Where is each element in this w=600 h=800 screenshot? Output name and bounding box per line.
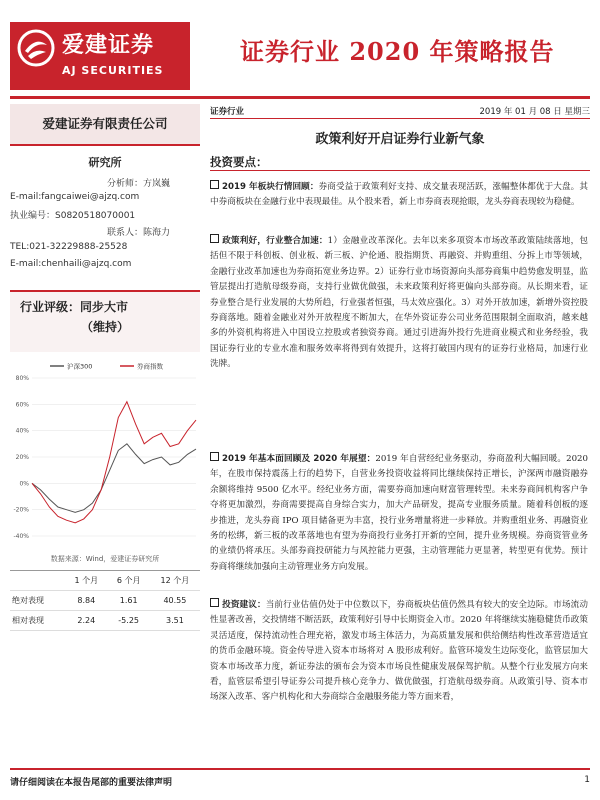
y-tick-label: 60% bbox=[15, 401, 29, 409]
logo-mark-icon bbox=[16, 28, 56, 68]
department-label: 研究所 bbox=[88, 156, 122, 169]
paragraph-heading: 2019 年基本面回顾及 2020 年展望： bbox=[222, 454, 376, 464]
y-tick-label: -40% bbox=[13, 533, 29, 540]
table-cell: 绝对表现 bbox=[10, 591, 65, 611]
contact-email[interactable]: E-mail:chenhaili@ajzq.com bbox=[10, 259, 132, 269]
y-tick-label: 80% bbox=[15, 375, 29, 382]
checkbox-bullet-icon bbox=[210, 452, 219, 461]
paragraph-text: 当前行业估值仍处于中位数以下，券商板块估值仍然具有较大的安全边际。市场流动性显著改善，交投情绪不断活跃，政策利好引导中长期资金入市。2020 年将继续实施稳健货币政策灵活适度，保持流动性合理充裕，激发市场主体活力，为高质量发展和供给侧结构性改革营造适宜的货币金融环境。资金传导进入资本市场将对 A 股形成利好。监管环境发生边际变化，监管层加大资本市场改革力度，新证券法的颁布会为资本市场良性健康发展保驾护航。从整个行业发展方向来看，监管层希望引导证券公司提升核心竞争力、做优做强，打造航母级券商。从政策引导、资本市场深入改革、客户机构化和大券商综合金融服务能力等方面来看， bbox=[210, 600, 588, 703]
legend-label: 沪深300 bbox=[67, 362, 93, 371]
table-cell: 相对表现 bbox=[10, 611, 65, 631]
logo-english-name: AJ SECURITIES bbox=[62, 64, 164, 77]
analyst-name: 分析师：方岚巍 bbox=[106, 179, 170, 189]
table-cell: -5.25 bbox=[107, 611, 149, 631]
paragraph-heading: 投资建议： bbox=[222, 600, 266, 610]
chart-source: 数据来源：Wind，爱建证券研究所 bbox=[50, 555, 160, 563]
paragraph-heading: 政策利好，行业整合加速： bbox=[222, 236, 328, 246]
table-header-cell: 6 个月 bbox=[107, 571, 149, 591]
table-cell: 2.24 bbox=[65, 611, 107, 631]
table-cell: 8.84 bbox=[65, 591, 107, 611]
legend-label: 券商指数 bbox=[137, 362, 163, 371]
table-row bbox=[10, 611, 200, 631]
y-tick-label: 0% bbox=[19, 480, 29, 488]
y-tick-label: -20% bbox=[13, 506, 29, 514]
paragraph-text: 1）金融业改革深化。去年以来多项资本市场改革政策陆续落地，包括但不限于科创板、创业板、新三板、沪伦通、股指期货、再融资、并购重组、分拆上市等领域，金融行业改革加速也为券商拓宽业务边界。2）证券行业市场资源向头部券商集中趋势愈发明显，监管层提出打造航母级券商，支持行业做优做强，未来政策利好将更偏向头部券商。从长期来看，证券业整合是行业发展的大势所趋，行业强者恒强，马太效应强化。3）对外开放加速，新增外资控股券商落地。随着金融业对外开放程度不断加大，在华外资证券公司业务范围限制全面取消，越来越多的外资机构将进入中国设立控股或者独资券商。通过引进海外投行先进商业模式和业务经验，我国证券行业的专业水准和服务效率将得到有效提升，这将打破国内现有的证券行业格局，加速行业洗牌。 bbox=[210, 236, 588, 370]
y-tick-label: 20% bbox=[15, 454, 29, 461]
legal-notice[interactable]: 请仔细阅读在本报告尾部的重要法律声明 bbox=[10, 778, 173, 788]
rating-status: （维持） bbox=[80, 320, 129, 334]
series-line-2 bbox=[32, 402, 196, 523]
analyst-email[interactable]: E-mail:fangcaiwei@ajzq.com bbox=[10, 192, 140, 202]
key-points-divider bbox=[210, 170, 590, 171]
company-logo bbox=[10, 22, 190, 90]
key-points-heading: 投资要点： bbox=[210, 155, 268, 169]
table-header-row bbox=[10, 571, 200, 591]
paragraph-policy bbox=[210, 234, 588, 373]
table-header-cell: 1 个月 bbox=[65, 571, 107, 591]
table-cell: 3.51 bbox=[150, 611, 200, 631]
report-meta bbox=[210, 104, 590, 119]
contact-phone: TEL:021-32229888-25528 bbox=[10, 242, 128, 252]
table-row bbox=[10, 591, 200, 611]
table-header-cell: 12 个月 bbox=[150, 571, 200, 591]
logo-chinese-name: 爱建证券 bbox=[62, 32, 155, 58]
report-header bbox=[0, 0, 600, 100]
table-cell: 1.61 bbox=[107, 591, 149, 611]
checkbox-bullet-icon bbox=[210, 598, 219, 607]
y-tick-label: 40% bbox=[15, 427, 29, 435]
industry-rating bbox=[10, 290, 200, 352]
paragraph-investment bbox=[210, 598, 588, 706]
performance-chart bbox=[10, 356, 200, 556]
page-number: 1 bbox=[584, 775, 590, 785]
checkbox-bullet-icon bbox=[210, 234, 219, 243]
checkbox-bullet-icon bbox=[210, 180, 219, 189]
report-date: 2019 年 01 月 08 日 星期三 bbox=[479, 107, 590, 117]
paragraph-review bbox=[210, 180, 588, 211]
rating-label: 行业评级：同步大市 bbox=[20, 300, 129, 314]
paragraph-text: 券商受益于政策利好支持、成交量表现活跃，涨幅整体都优于大盘。其中券商板块在金融行业中表现最佳。从个股来看，新上市券商表现抢眼，龙头券商表现较为稳健。 bbox=[210, 182, 588, 208]
report-subtitle: 政策利好开启证券行业新气象 bbox=[315, 132, 485, 147]
header-divider bbox=[10, 96, 590, 99]
table-header-cell bbox=[10, 571, 65, 591]
table-cell: 40.55 bbox=[150, 591, 200, 611]
paragraph-fundamentals bbox=[210, 452, 588, 575]
paragraph-text: 2019 年自营经纪业务驱动，券商盈利大幅回暖。2020 年，在股市保持震荡上行的趋势下，自营业务投资收益将同比继续保持正增长，沪深两市融资融券余额将维持 9500 亿水平。经纪业务方面，需要券商加速向财富管理转型。未来券商间机构客户争夺将更加激烈，券商需要提高自身综合实力，加大产品研发，提高专业服务质量。随着科创板的逐步推进，龙头券商 IPO 项目储备更为丰富，投行业务增量将进一步释放。并购重组业务、再融资业务的松绑，新三板的改革落地也有望为券商投行业务打开新的空间，提升业务规模。券商资管业务的业绩仍将承压。头部券商投研能力与风控能力更强，主动管理能力更显著，转型更有优势。预计券商将继续加强向主动管理业务方向发展。 bbox=[210, 454, 588, 572]
license-number: 执业编号：S0820518070001 bbox=[10, 211, 136, 221]
report-title: 证券行业 2020 年策略报告 bbox=[240, 37, 555, 66]
page-footer bbox=[10, 768, 590, 792]
industry-label: 证券行业 bbox=[210, 107, 245, 117]
company-name: 爱建证券有限责任公司 bbox=[10, 104, 200, 146]
contact-person: 联系人：陈海力 bbox=[106, 228, 170, 238]
series-line-1 bbox=[32, 444, 196, 513]
paragraph-heading: 2019 年板块行情回顾： bbox=[222, 182, 319, 192]
performance-table bbox=[10, 570, 200, 631]
